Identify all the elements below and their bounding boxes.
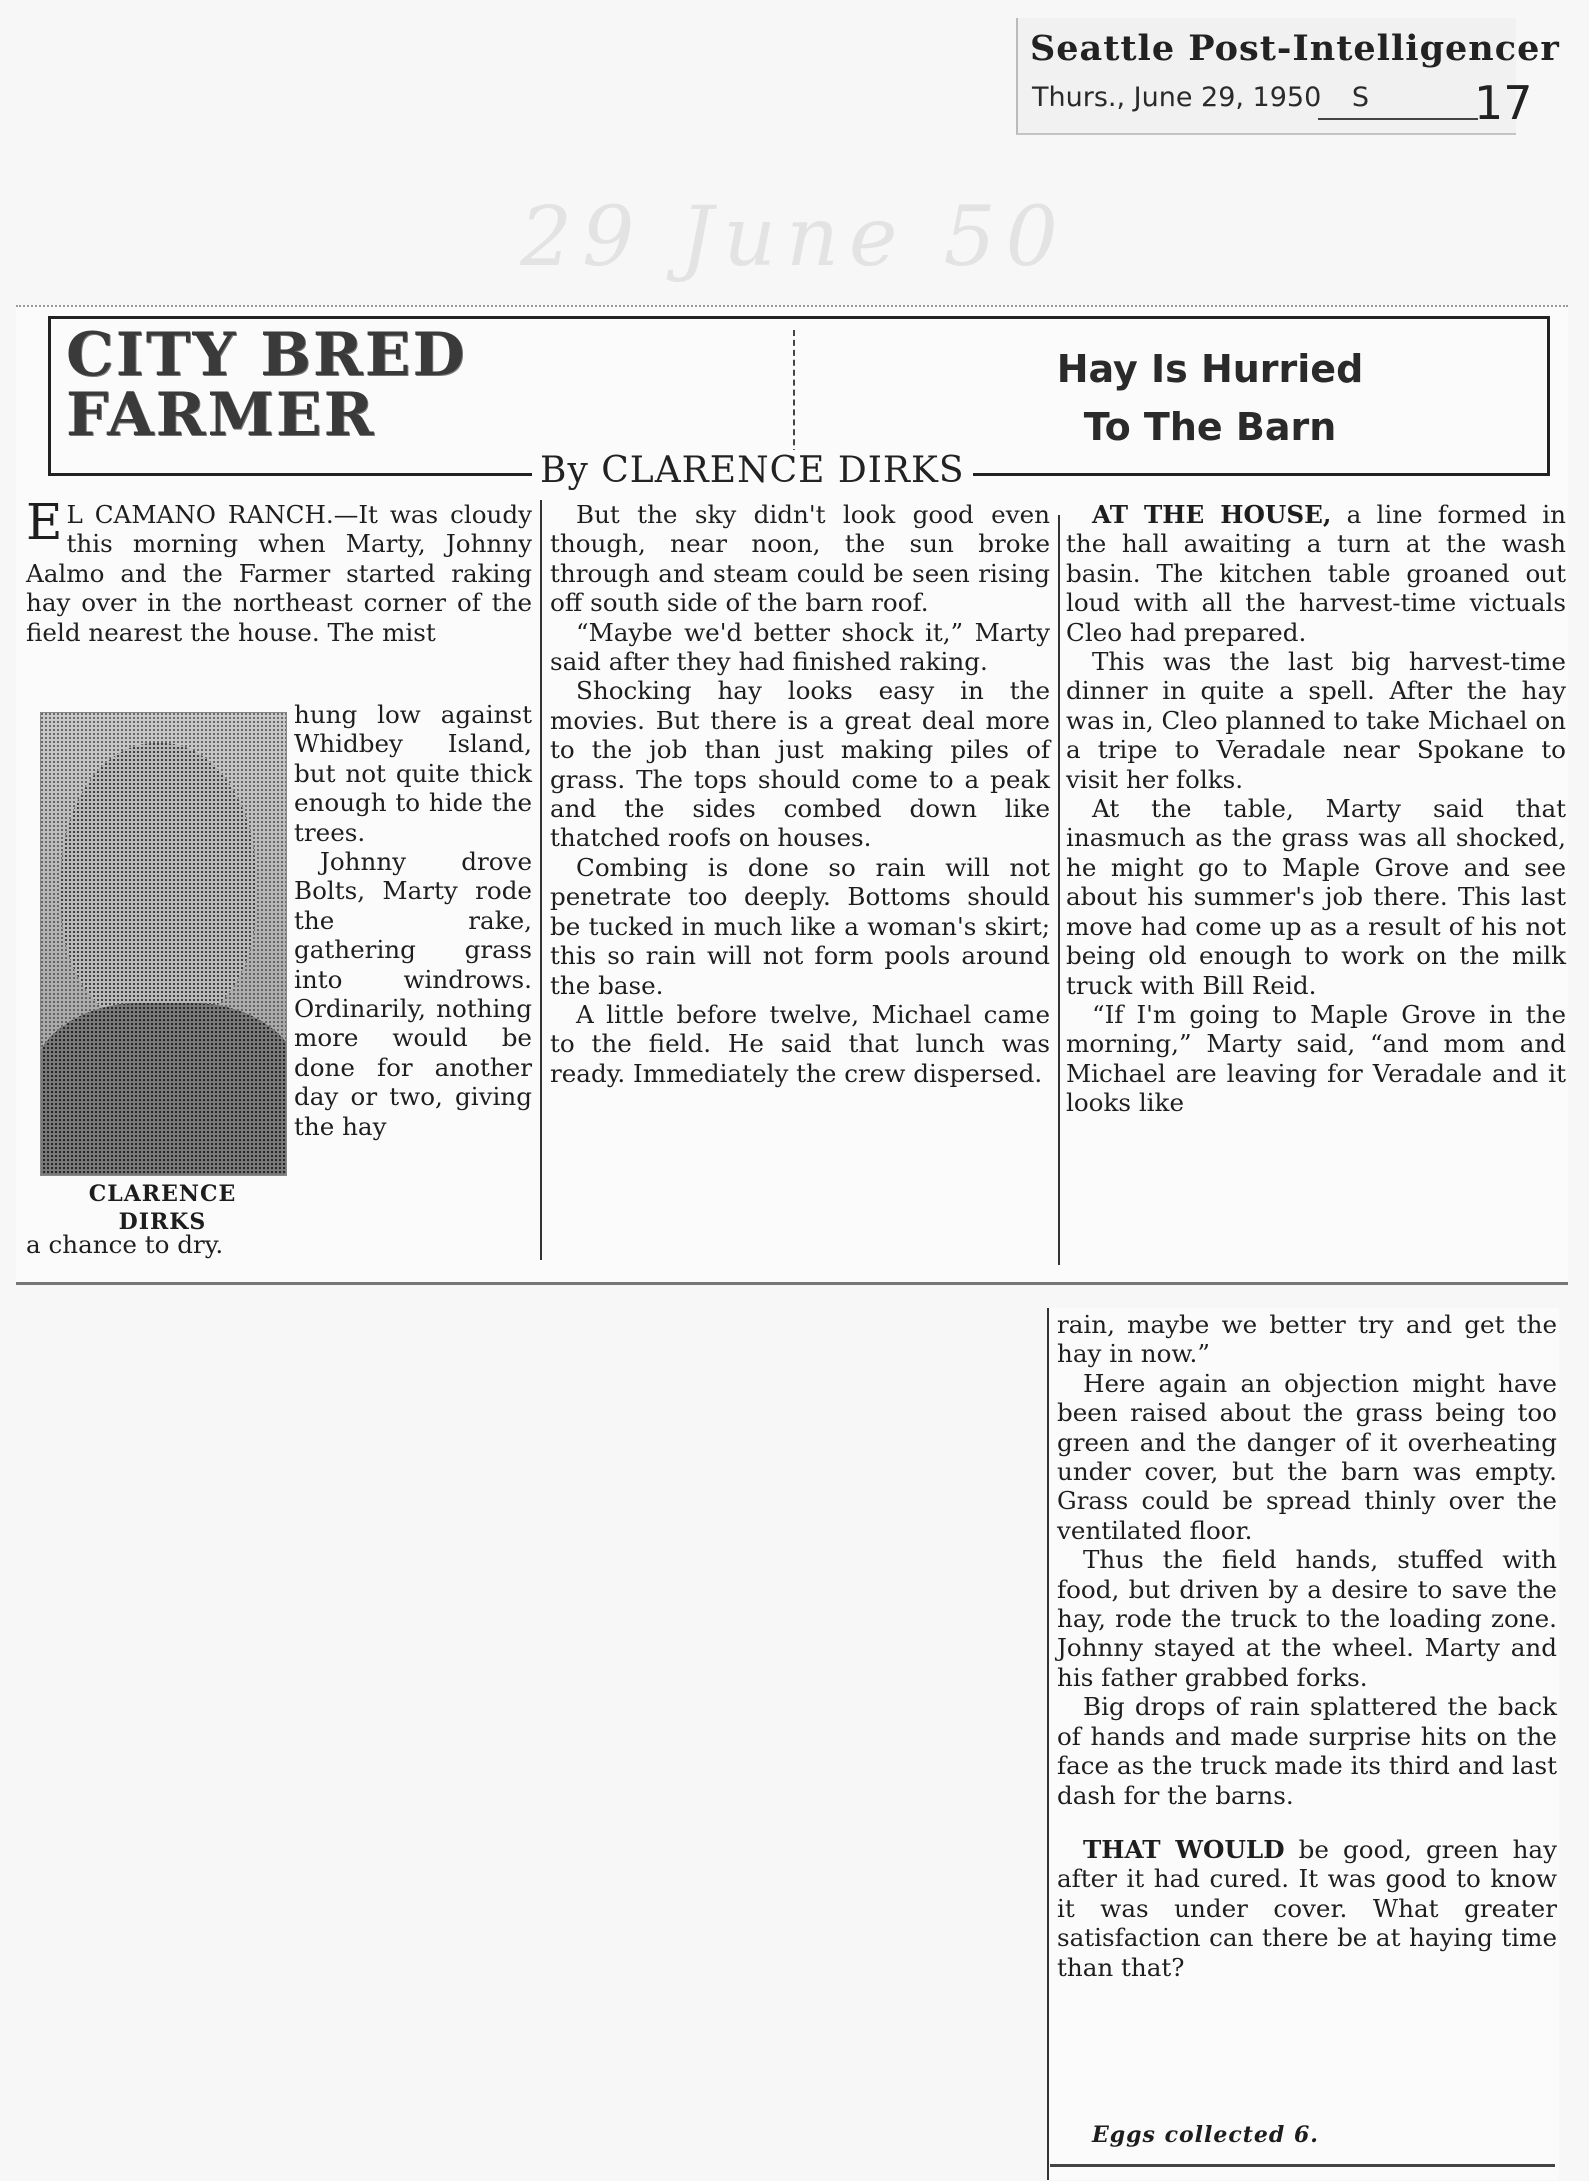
page-number: 17 (1474, 76, 1533, 130)
kicker-line-1: CITY BRED (66, 320, 467, 390)
drop-cap: E (26, 493, 63, 551)
author-photo (40, 712, 287, 1176)
paragraph: “Maybe we'd better shock it,” Marty said after they had finished raking. (550, 617, 1050, 677)
lead-paragraph: E L CAMANO RANCH.—It was cloudy this morning when Marty, Johnny Aalmo and the Farmer started raking hay over in the northeast corner of the field nearest the house. The mist (26, 493, 532, 647)
column-kicker (66, 320, 566, 450)
column-2 (550, 500, 1050, 1088)
paragraph: Big drops of rain splattered the back of hands and made surprise hits on the face as the truck made its third and last dash for the barns. (1057, 1692, 1557, 1810)
footer-rule (1050, 2164, 1555, 2167)
paragraph: AT THE HOUSE, a line formed in the hall awaiting a turn at the wash basin. The kitchen table groaned out loud with all the harvest-time victuals Cleo had prepared. (1066, 500, 1566, 647)
masthead-rule (1318, 118, 1478, 120)
column-1-tail: a chance to dry. (26, 1230, 224, 1259)
pencil-annotation: 29 June 50 (520, 190, 1068, 285)
paragraph: Johnny drove Bolts, Marty rode the rake, gathering grass into windrows. Ordinarily, nothing more would be done for another day or two, giving the hay (294, 847, 532, 1141)
edition-mark: S (1351, 82, 1369, 113)
headline-line-1: Hay Is Hurried (1056, 347, 1364, 391)
section-gap (1057, 1810, 1557, 1835)
paragraph: At the table, Marty said that inasmuch as the grass was all shocked, he might go to Maple Grove and see about his summer's job there. This last move had come up as a result of his not being old enough to work on the milk truck with Bill Reid. (1066, 794, 1566, 1000)
paragraph: But the sky didn't look good even though, near noon, the sun broke through and steam could be seen rising off south side of the barn roof. (550, 500, 1050, 618)
date-text: Thurs., June 29, 1950 (1032, 82, 1322, 113)
photo-caption: CLARENCE DIRKS (88, 1181, 237, 1235)
paragraph: This was the last big harvest-time dinner in quite a spell. After the hay was in, Cleo planned to take Michael on a tripe to Veradale near Spokane to visit her folks. (1066, 647, 1566, 794)
paragraph: Here again an objection might have been raised about the grass being too green and the danger of it overheating under cover, but the barn was empty. Grass could be spread thinly over the ventilated floor. (1057, 1368, 1557, 1545)
subhead-lead: THAT WOULD (1083, 1834, 1285, 1864)
paragraph: hung low against Whidbey Island, but not quite thick enough to hide the trees. (294, 700, 532, 847)
column-1 (26, 493, 532, 647)
newspaper-name: Seattle Post-Intelligencer (1030, 28, 1560, 69)
paragraph: rain, maybe we better try and get the hay in now.” (1057, 1310, 1557, 1369)
paragraph: Shocking hay looks easy in the movies. But there is a great deal more to the job than just making piles of grass. The tops should come to a peak and the sides combed down like thatched roofs on houses. (550, 676, 1050, 853)
headline-line-2: To The Barn (1083, 405, 1337, 449)
column-3 (1066, 500, 1566, 1118)
column-rule (540, 500, 542, 1260)
kicker-line-2: FARMER (66, 380, 376, 450)
byline: By CLARENCE DIRKS (532, 450, 973, 491)
subhead-lead: AT THE HOUSE, (1092, 500, 1332, 529)
column-4 (1057, 1310, 1557, 1982)
eggs-collected-note: Eggs collected 6. (1092, 2122, 1319, 2148)
masthead-clipping (1016, 18, 1560, 135)
headline (1000, 340, 1420, 456)
paragraph: THAT WOULD be good, green hay after it had cured. It was good to know it was under cover. What greater satisfaction can there be at haying time than that? (1057, 1834, 1557, 1982)
photo-face (61, 743, 256, 1023)
paragraph: Thus the field hands, stuffed with food, but driven by a desire to save the hay, rode the truck to the loading zone. Johnny stayed at the wheel. Marty and his father grabbed forks. (1057, 1545, 1557, 1692)
column-1-wrap (294, 700, 532, 1141)
paragraph: Combing is done so rain will not penetrate too deeply. Bottoms should be tucked in much like a woman's skirt; this so rain will not form pools around the base. (550, 852, 1050, 1000)
photo-shoulders (40, 1003, 287, 1176)
paragraph: “If I'm going to Maple Grove in the morning,” Marty said, “and mom and Michael are leaving for Veradale and it looks like (1066, 999, 1566, 1118)
column-rule (1058, 515, 1060, 1265)
masthead-dateline (1032, 82, 1369, 113)
paragraph: A little before twelve, Michael came to the field. He said that lunch was ready. Immediately the crew dispersed. (550, 999, 1050, 1088)
